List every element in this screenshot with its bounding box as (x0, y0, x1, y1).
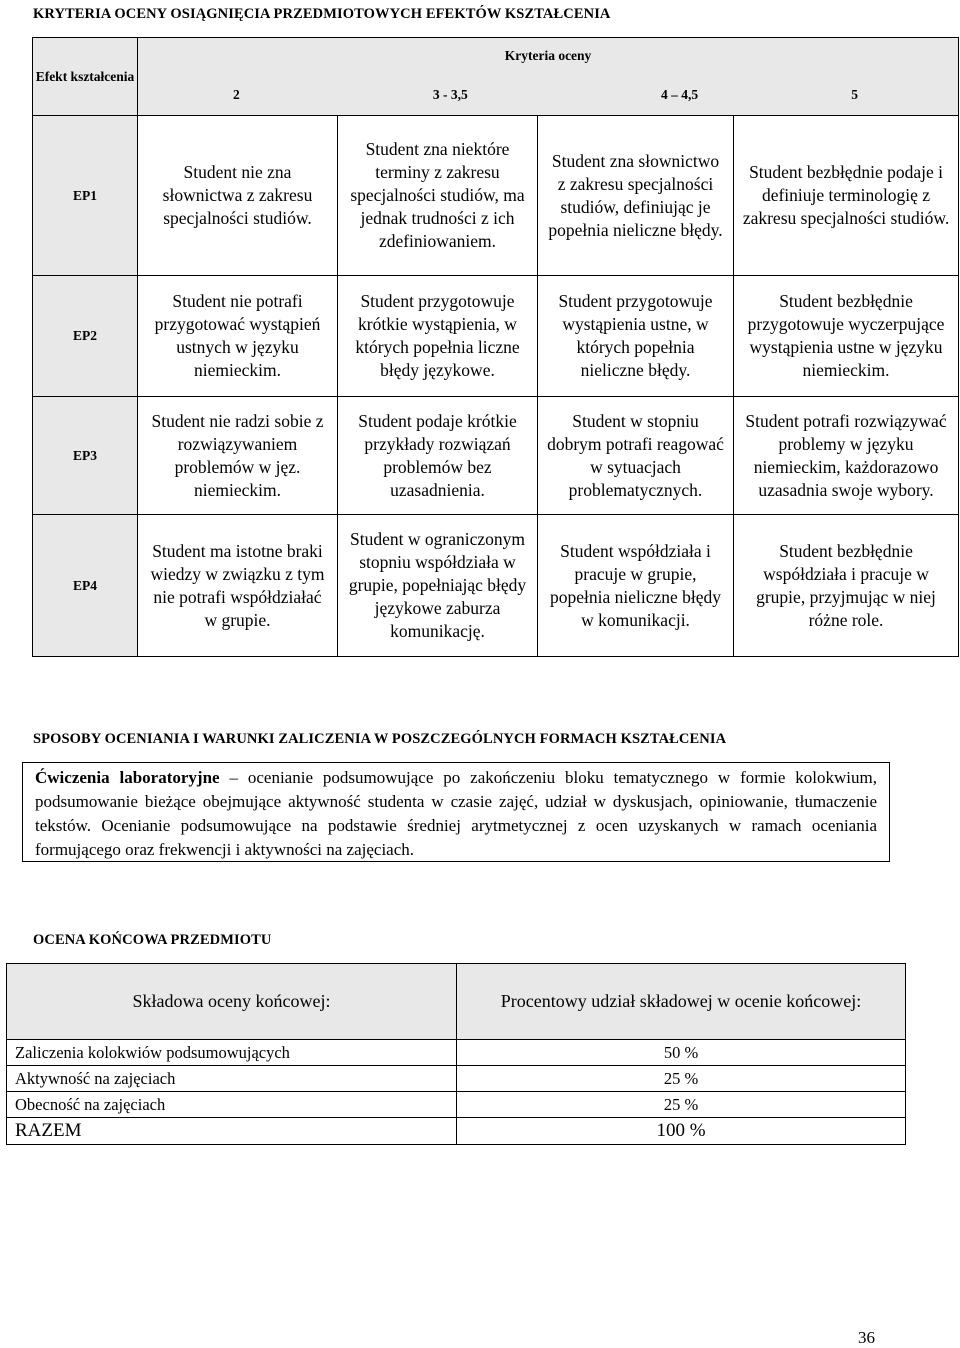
criterion-cell: Student przygotowuje krótkie wystąpienia, w których popełnia liczne błędy językowe. (338, 276, 538, 397)
final-heading: OCENA KOŃCOWA PRZEDMIOTU (33, 932, 272, 948)
grade-2: 2 (233, 86, 240, 102)
table-row (7, 1092, 906, 1118)
table-row (7, 1066, 906, 1092)
criterion-cell: Student zna słownictwo z zakresu specjalności studiów, definiując je popełnia nieliczne błędy. (538, 116, 734, 276)
criterion-cell: Student nie zna słownictwa z zakresu specjalności studiów. (138, 116, 338, 276)
component-label: Aktywność na zajęciach (7, 1066, 457, 1092)
total-label: RAZEM (7, 1118, 457, 1145)
table-row (33, 515, 959, 657)
final-grade-table (6, 963, 906, 1145)
methods-box (22, 762, 890, 862)
methods-heading: SPOSOBY OCENIANIA I WARUNKI ZALICZENIA W POSZCZEGÓLNYCH FORMACH KSZTAŁCENIA (33, 731, 727, 747)
table-row (33, 397, 959, 515)
final-col2-header: Procentowy udział składowej w ocenie końcowej: (457, 964, 906, 1040)
grades-row (138, 75, 959, 116)
effect-code: EP4 (33, 515, 138, 657)
component-label: Obecność na zajęciach (7, 1092, 457, 1118)
grade-5: 5 (851, 86, 859, 102)
criterion-cell: Student bezbłędnie podaje i definiuje terminologię z zakresu specjalności studiów. (734, 116, 959, 276)
criterion-cell: Student współdziała i pracuje w grupie, popełnia nieliczne błędy w komunikacji. (538, 515, 734, 657)
component-value: 25 % (457, 1092, 906, 1118)
component-value: 25 % (457, 1066, 906, 1092)
criterion-cell: Student w stopniu dobrym potrafi reagować w sytuacjach problematycznych. (538, 397, 734, 515)
total-value: 100 % (457, 1118, 906, 1145)
effect-code: EP2 (33, 276, 138, 397)
header-effect: Efekt kształcenia (33, 38, 138, 116)
table-row (33, 116, 959, 276)
table-row (33, 276, 959, 397)
methods-title: Ćwiczenia laboratoryjne (35, 768, 220, 787)
page-number: 36 (858, 1328, 875, 1347)
criterion-cell: Student nie radzi sobie z rozwiązywaniem problemów w jęz. niemieckim. (138, 397, 338, 515)
effect-code: EP3 (33, 397, 138, 515)
criteria-heading: KRYTERIA OCENY OSIĄGNIĘCIA PRZEDMIOTOWYCH EFEKTÓW KSZTAŁCENIA (33, 6, 611, 22)
total-row (7, 1118, 906, 1145)
component-value: 50 % (457, 1040, 906, 1066)
criterion-cell: Student bezbłędnie przygotowuje wyczerpujące wystąpienia ustne w języku niemieckim. (734, 276, 959, 397)
criterion-cell: Student w ograniczonym stopniu współdziała w grupie, popełniając błędy językowe zaburza komunikację. (338, 515, 538, 657)
criterion-cell: Student bezbłędnie współdziała i pracuje w grupie, przyjmując w niej różne role. (734, 515, 959, 657)
criterion-cell: Student przygotowuje wystąpienia ustne, w których popełnia nieliczne błędy. (538, 276, 734, 397)
final-col1-header: Składowa oceny końcowej: (7, 964, 457, 1040)
header-criteria: Kryteria oceny (138, 38, 959, 75)
methods-text: – ocenianie podsumowujące po zakończeniu bloku tematycznego w formie kolokwium, podsumowanie bieżące obejmujące aktywność studenta w czasie zajęć, udział w dyskusjach, opiniowanie, tłumaczenie tekstów. Ocenianie podsumowujące na podstawie średniej arytmetycznej z ocen uzyskanych w ramach oceniania formującego oraz frekwencji i aktywności na zajęciach. (35, 768, 877, 859)
criterion-cell: Student zna niektóre terminy z zakresu specjalności studiów, ma jednak trudności z ich zdefiniowaniem. (338, 116, 538, 276)
criteria-table (32, 37, 959, 657)
criterion-cell: Student nie potrafi przygotować wystąpień ustnych w języku niemieckim. (138, 276, 338, 397)
effect-code: EP1 (33, 116, 138, 276)
criterion-cell: Student potrafi rozwiązywać problemy w języku niemieckim, każdorazowo uzasadnia swoje wybory. (734, 397, 959, 515)
criterion-cell: Student ma istotne braki wiedzy w związku z tym nie potrafi współdziałać w grupie. (138, 515, 338, 657)
grade-4: 4 – 4,5 (660, 86, 699, 102)
component-label: Zaliczenia kolokwiów podsumowujących (7, 1040, 457, 1066)
grade-3: 3 - 3,5 (432, 86, 468, 102)
criterion-cell: Student podaje krótkie przykłady rozwiązań problemów bez uzasadnienia. (338, 397, 538, 515)
table-row (7, 1040, 906, 1066)
